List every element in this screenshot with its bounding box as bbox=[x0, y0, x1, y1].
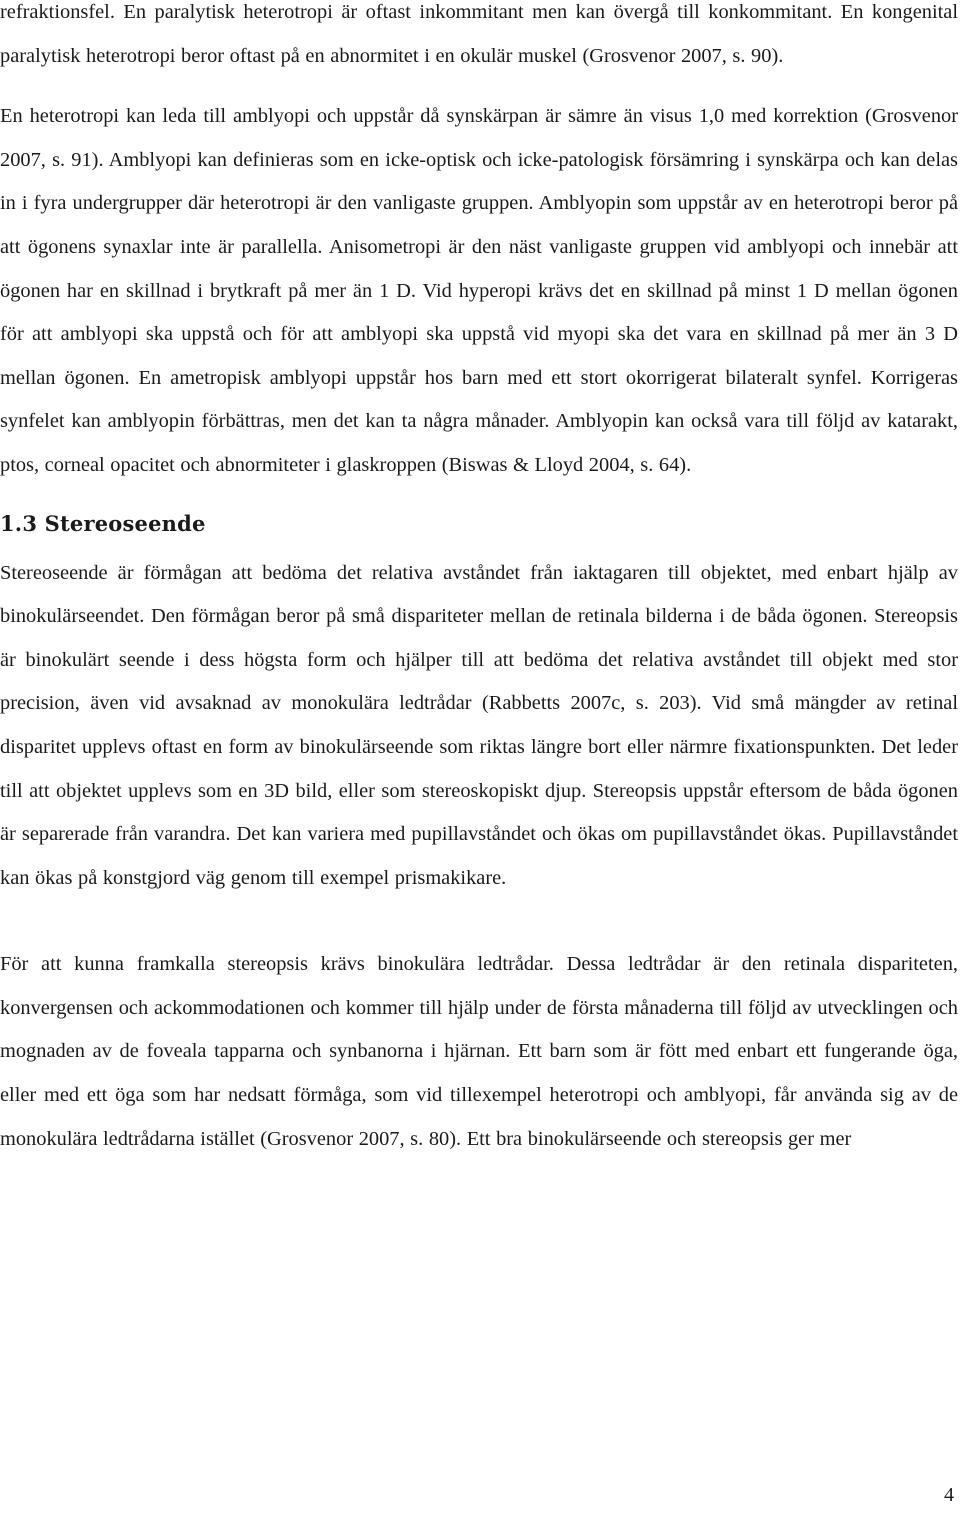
paragraph-stereopsis-definition: Stereoseende är förmågan att bedöma det relativa avståndet från iaktagaren till objektet, med enbart hjälp av binokulärseendet. Den förmågan beror på små dispariteter mellan de retinala bilderna i de båda ögonen. Stereopsis är binokulärt seende i dess högsta form och hjälper till att bedöma det relativa avståndet till objekt med stor precision, även vid avsaknad av monokulära ledtrådar (Rabbetts 2007c, s. 203). Vid små mängder av retinal disparitet upplevs oftast en form av binokulärseende som riktas längre bort eller närmre fixationspunkten. Det leder till att objektet upplevs som en 3D bild, eller som stereoskopiskt djup. Stereopsis uppstår eftersom de båda ögonen är separerade från varandra. Det kan variera med pupillavståndet och ökas om pupillavståndet ökas. Pupillavståndet kan ökas på konstgjord väg genom till exempel prismakikare. bbox=[0, 561, 958, 889]
paragraph-binocular-cues: För att kunna framkalla stereopsis krävs binokulära ledtrådar. Dessa ledtrådar är den retinala dispariteten, konvergensen och ackommodationen och kommer till hjälp under de första månaderna till följd av utvecklingen och mognaden av de foveala tapparna och synbanorna i hjärnan. Ett barn som är fött med enbart ett fungerande öga, eller med ett öga som har nedsatt förmåga, som vid tillexempel heterotropi och amblyopi, får använda sig av de monokulära ledtrådarna istället (Grosvenor 2007, s. 80). Ett bra binokulärseende och stereopsis ger mer bbox=[0, 953, 958, 1150]
section-heading: 1.3 Stereoseende bbox=[0, 510, 206, 536]
page-number: 4 bbox=[944, 1484, 954, 1506]
paragraph-amblyopia: En heterotropi kan leda till amblyopi och uppstår då synskärpan är sämre än visus 1,0 med korrektion (Grosvenor 2007, s. 91). Amblyopi kan definieras som en icke-optisk och icke-patologisk försämring i synskärpa och kan delas in i fyra undergrupper där heterotropi är den vanligaste gruppen. Amblyopin som uppstår av en heterotropi beror på att ögonens synaxlar inte är parallella. Anisometropi är den näst vanligaste gruppen vid amblyopi och innebär att ögonen har en skillnad i brytkraft på mer än 1 D. Vid hyperopi krävs det en skillnad på minst 1 D mellan ögonen för att amblyopi ska uppstå och för att amblyopi ska uppstå vid myopi ska det vara en skillnad på mer än 3 D mellan ögonen. En ametropisk amblyopi uppstår hos barn med ett stort okorrigerat bilateralt synfel. Korrigeras synfelet kan amblyopin förbättras, men det kan ta några månader. Amblyopin kan också vara till följd av katarakt, ptos, corneal opacitet och abnormiteter i glaskroppen (Biswas & Lloyd 2004, s. 64). bbox=[0, 105, 958, 476]
paragraph-refraction-errors: refraktionsfel. En paralytisk heterotropi är oftast inkommitant men kan övergå till konkommitant. En kongenital paralytisk heterotropi beror oftast på en abnormitet i en okulär muskel (Grosvenor 2007, s. 90). bbox=[0, 1, 958, 67]
paragraph-spacer bbox=[0, 78, 958, 95]
paragraph-spacer bbox=[0, 900, 958, 943]
